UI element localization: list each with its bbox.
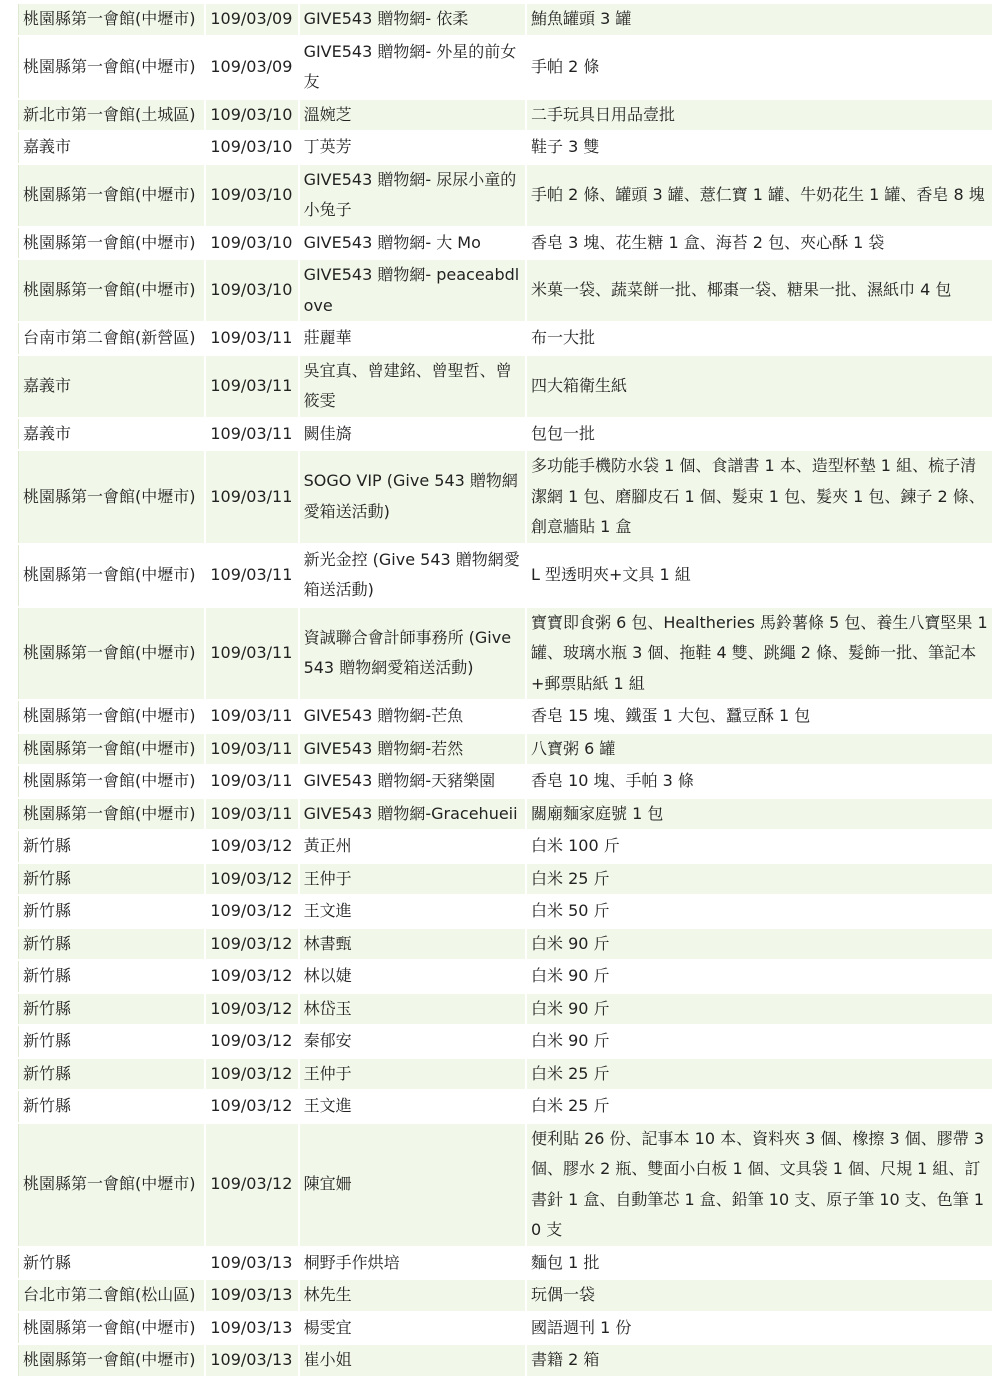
date-cell: 109/03/12 xyxy=(206,831,297,862)
items-cell: 關廟麵家庭號 1 包 xyxy=(527,799,992,830)
date-cell: 109/03/12 xyxy=(206,1124,297,1246)
donor-cell: 楊雯宜 xyxy=(300,1313,525,1344)
donor-cell: 林書甄 xyxy=(300,929,525,960)
date-cell: 109/03/12 xyxy=(206,864,297,895)
table-row xyxy=(18,1091,992,1122)
location-cell: 桃園縣第一會館(中壢市) xyxy=(18,766,204,797)
donor-cell: 新光金控 (Give 543 贈物網愛箱送活動) xyxy=(300,545,525,606)
date-cell: 109/03/12 xyxy=(206,961,297,992)
items-cell: 鞋子 3 雙 xyxy=(527,132,992,163)
items-cell: 布一大批 xyxy=(527,323,992,354)
donor-cell: 王仲于 xyxy=(300,864,525,895)
items-cell: 白米 90 斤 xyxy=(527,961,992,992)
donor-cell: GIVE543 贈物網- 外星的前女友 xyxy=(300,37,525,98)
items-cell: 白米 50 斤 xyxy=(527,896,992,927)
table-row xyxy=(18,961,992,992)
date-cell: 109/03/12 xyxy=(206,1026,297,1057)
donor-cell: 王文進 xyxy=(300,896,525,927)
date-cell: 109/03/11 xyxy=(206,799,297,830)
date-cell: 109/03/13 xyxy=(206,1248,297,1279)
date-cell: 109/03/11 xyxy=(206,608,297,700)
location-cell: 桃園縣第一會館(中壢市) xyxy=(18,4,204,35)
table-row xyxy=(18,799,992,830)
table-row xyxy=(18,896,992,927)
items-cell: 書籍 2 箱 xyxy=(527,1345,992,1376)
table-row xyxy=(18,132,992,163)
donor-cell: 崔小姐 xyxy=(300,1345,525,1376)
table-row xyxy=(18,1026,992,1057)
items-cell: 手帕 2 條 xyxy=(527,37,992,98)
items-cell: L 型透明夾+文具 1 組 xyxy=(527,545,992,606)
table-row xyxy=(18,929,992,960)
table-row xyxy=(18,4,992,35)
donor-cell: GIVE543 贈物網- 尿尿小童的小兔子 xyxy=(300,165,525,226)
donor-cell: 黃正州 xyxy=(300,831,525,862)
date-cell: 109/03/12 xyxy=(206,994,297,1025)
donor-cell: 資誠聯合會計師事務所 (Give 543 贈物網愛箱送活動) xyxy=(300,608,525,700)
donation-table xyxy=(16,2,994,1378)
items-cell: 鮪魚罐頭 3 罐 xyxy=(527,4,992,35)
table-row xyxy=(18,831,992,862)
date-cell: 109/03/10 xyxy=(206,228,297,259)
date-cell: 109/03/12 xyxy=(206,896,297,927)
location-cell: 桃園縣第一會館(中壢市) xyxy=(18,1345,204,1376)
location-cell: 新竹縣 xyxy=(18,896,204,927)
table-row xyxy=(18,356,992,417)
donor-cell: 林先生 xyxy=(300,1280,525,1311)
location-cell: 桃園縣第一會館(中壢市) xyxy=(18,228,204,259)
table-row xyxy=(18,864,992,895)
location-cell: 桃園縣第一會館(中壢市) xyxy=(18,701,204,732)
items-cell: 白米 90 斤 xyxy=(527,929,992,960)
location-cell: 桃園縣第一會館(中壢市) xyxy=(18,1124,204,1246)
items-cell: 便利貼 26 份、記事本 10 本、資料夾 3 個、橡擦 3 個、膠帶 3 個、膠水 2 瓶、雙面小白板 1 個、文具袋 1 個、尺規 1 組、訂書針 1 盒、自動筆芯 1 盒、鉛筆 10 支、原子筆 10 支、色筆 10 支 xyxy=(527,1124,992,1246)
items-cell: 八寶粥 6 罐 xyxy=(527,734,992,765)
table-row xyxy=(18,165,992,226)
table-row xyxy=(18,228,992,259)
table-row xyxy=(18,37,992,98)
location-cell: 桃園縣第一會館(中壢市) xyxy=(18,260,204,321)
items-cell: 香皂 15 塊、鐵蛋 1 大包、蠶豆酥 1 包 xyxy=(527,701,992,732)
items-cell: 香皂 10 塊、手帕 3 條 xyxy=(527,766,992,797)
table-row xyxy=(18,545,992,606)
date-cell: 109/03/10 xyxy=(206,260,297,321)
date-cell: 109/03/11 xyxy=(206,419,297,450)
items-cell: 白米 100 斤 xyxy=(527,831,992,862)
location-cell: 桃園縣第一會館(中壢市) xyxy=(18,608,204,700)
table-row xyxy=(18,701,992,732)
items-cell: 白米 25 斤 xyxy=(527,1059,992,1090)
date-cell: 109/03/11 xyxy=(206,356,297,417)
donor-cell: 王文進 xyxy=(300,1091,525,1122)
date-cell: 109/03/12 xyxy=(206,1091,297,1122)
location-cell: 桃園縣第一會館(中壢市) xyxy=(18,165,204,226)
donor-cell: 林以婕 xyxy=(300,961,525,992)
location-cell: 嘉義市 xyxy=(18,132,204,163)
donor-cell: GIVE543 贈物網-天豬樂園 xyxy=(300,766,525,797)
items-cell: 白米 90 斤 xyxy=(527,994,992,1025)
items-cell: 四大箱衛生紙 xyxy=(527,356,992,417)
location-cell: 桃園縣第一會館(中壢市) xyxy=(18,451,204,543)
location-cell: 新竹縣 xyxy=(18,929,204,960)
table-row xyxy=(18,1345,992,1376)
table-row xyxy=(18,100,992,131)
location-cell: 桃園縣第一會館(中壢市) xyxy=(18,37,204,98)
date-cell: 109/03/11 xyxy=(206,451,297,543)
items-cell: 香皂 3 塊、花生糖 1 盒、海苔 2 包、夾心酥 1 袋 xyxy=(527,228,992,259)
date-cell: 109/03/10 xyxy=(206,132,297,163)
table-row xyxy=(18,1248,992,1279)
items-cell: 二手玩具日用品壹批 xyxy=(527,100,992,131)
table-row xyxy=(18,260,992,321)
items-cell: 寶寶即食粥 6 包、Healtheries 馬鈴薯條 5 包、養生八寶堅果 1 罐、玻璃水瓶 3 個、拖鞋 4 雙、跳繩 2 條、髮飾一批、筆記本+郵票貼紙 1 組 xyxy=(527,608,992,700)
date-cell: 109/03/12 xyxy=(206,929,297,960)
donor-cell: GIVE543 贈物網-若然 xyxy=(300,734,525,765)
donor-cell: 秦郁安 xyxy=(300,1026,525,1057)
location-cell: 新竹縣 xyxy=(18,994,204,1025)
table-row xyxy=(18,608,992,700)
table-row xyxy=(18,1124,992,1246)
items-cell: 玩偶一袋 xyxy=(527,1280,992,1311)
location-cell: 桃園縣第一會館(中壢市) xyxy=(18,545,204,606)
donor-cell: GIVE543 贈物網- 依柔 xyxy=(300,4,525,35)
items-cell: 包包一批 xyxy=(527,419,992,450)
date-cell: 109/03/13 xyxy=(206,1280,297,1311)
date-cell: 109/03/11 xyxy=(206,734,297,765)
date-cell: 109/03/12 xyxy=(206,1059,297,1090)
table-row xyxy=(18,994,992,1025)
date-cell: 109/03/13 xyxy=(206,1313,297,1344)
donor-cell: GIVE543 贈物網-Gracehueii xyxy=(300,799,525,830)
location-cell: 新竹縣 xyxy=(18,831,204,862)
donor-cell: 吳宜真、曾建銘、曾聖哲、曾筱雯 xyxy=(300,356,525,417)
donor-cell: SOGO VIP (Give 543 贈物網愛箱送活動) xyxy=(300,451,525,543)
table-row xyxy=(18,734,992,765)
donation-record-list xyxy=(16,2,994,1378)
donor-cell: GIVE543 贈物網- 大 Mo xyxy=(300,228,525,259)
donor-cell: GIVE543 贈物網- peaceabdlove xyxy=(300,260,525,321)
items-cell: 手帕 2 條、罐頭 3 罐、薏仁寶 1 罐、牛奶花生 1 罐、香皂 8 塊 xyxy=(527,165,992,226)
items-cell: 米菓一袋、蔬菜餅一批、椰棗一袋、糖果一批、濕紙巾 4 包 xyxy=(527,260,992,321)
table-row xyxy=(18,323,992,354)
location-cell: 嘉義市 xyxy=(18,356,204,417)
date-cell: 109/03/10 xyxy=(206,100,297,131)
donor-cell: 莊麗華 xyxy=(300,323,525,354)
location-cell: 桃園縣第一會館(中壢市) xyxy=(18,734,204,765)
table-row xyxy=(18,766,992,797)
date-cell: 109/03/13 xyxy=(206,1345,297,1376)
table-row xyxy=(18,451,992,543)
date-cell: 109/03/11 xyxy=(206,701,297,732)
date-cell: 109/03/09 xyxy=(206,4,297,35)
location-cell: 新竹縣 xyxy=(18,961,204,992)
donor-cell: 桐野手作烘培 xyxy=(300,1248,525,1279)
items-cell: 國語週刊 1 份 xyxy=(527,1313,992,1344)
location-cell: 新竹縣 xyxy=(18,1248,204,1279)
donor-cell: 王仲于 xyxy=(300,1059,525,1090)
date-cell: 109/03/11 xyxy=(206,766,297,797)
donor-cell: 丁英芳 xyxy=(300,132,525,163)
table-row xyxy=(18,1059,992,1090)
location-cell: 新北市第一會館(土城區) xyxy=(18,100,204,131)
donor-cell: 林岱玉 xyxy=(300,994,525,1025)
location-cell: 桃園縣第一會館(中壢市) xyxy=(18,1313,204,1344)
date-cell: 109/03/09 xyxy=(206,37,297,98)
donation-table-body xyxy=(18,4,992,1376)
location-cell: 新竹縣 xyxy=(18,864,204,895)
location-cell: 台北市第二會館(松山區) xyxy=(18,1280,204,1311)
location-cell: 嘉義市 xyxy=(18,419,204,450)
date-cell: 109/03/11 xyxy=(206,323,297,354)
donor-cell: 陳宜姍 xyxy=(300,1124,525,1246)
items-cell: 多功能手機防水袋 1 個、食譜書 1 本、造型杯墊 1 組、梳子清潔網 1 包、磨腳皮石 1 個、髮束 1 包、髮夾 1 包、鍊子 2 條、創意牆貼 1 盒 xyxy=(527,451,992,543)
location-cell: 新竹縣 xyxy=(18,1091,204,1122)
table-row xyxy=(18,1313,992,1344)
donor-cell: GIVE543 贈物網-芒魚 xyxy=(300,701,525,732)
location-cell: 新竹縣 xyxy=(18,1059,204,1090)
location-cell: 台南市第二會館(新營區) xyxy=(18,323,204,354)
items-cell: 麵包 1 批 xyxy=(527,1248,992,1279)
donor-cell: 闕佳旖 xyxy=(300,419,525,450)
date-cell: 109/03/10 xyxy=(206,165,297,226)
location-cell: 桃園縣第一會館(中壢市) xyxy=(18,799,204,830)
table-row xyxy=(18,1280,992,1311)
items-cell: 白米 90 斤 xyxy=(527,1026,992,1057)
table-row xyxy=(18,419,992,450)
items-cell: 白米 25 斤 xyxy=(527,1091,992,1122)
date-cell: 109/03/11 xyxy=(206,545,297,606)
donor-cell: 溫婉芝 xyxy=(300,100,525,131)
items-cell: 白米 25 斤 xyxy=(527,864,992,895)
location-cell: 新竹縣 xyxy=(18,1026,204,1057)
